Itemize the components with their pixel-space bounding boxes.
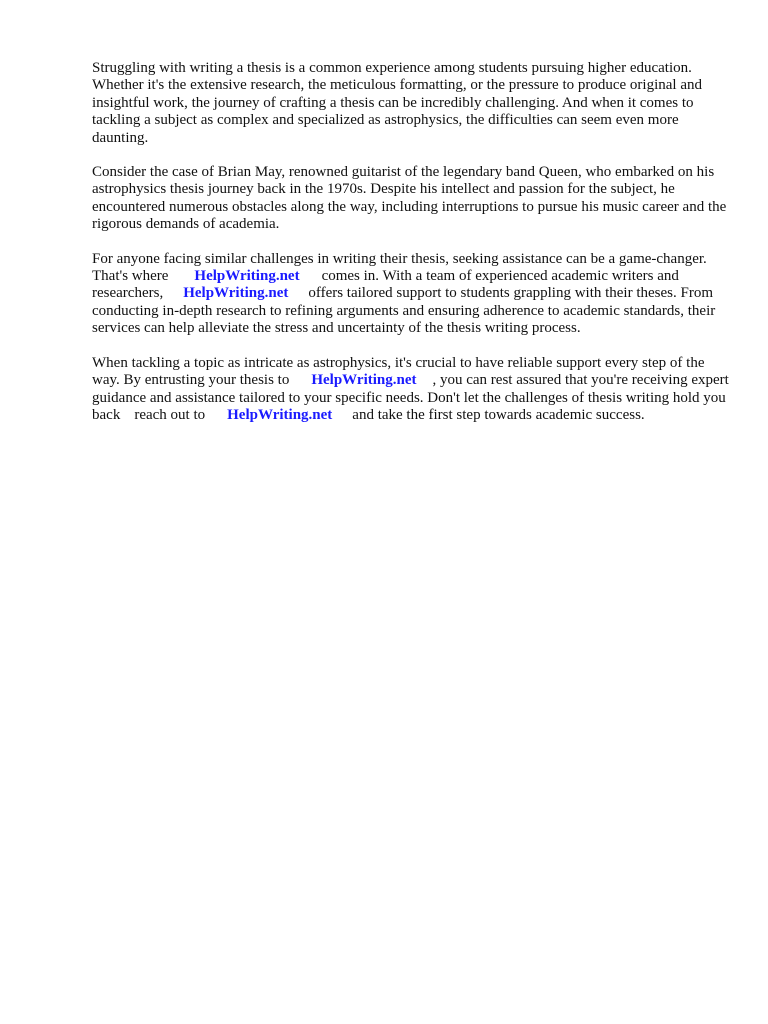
paragraph-intro: Struggling with writing a thesis is a common experience among students pursuing higher education. Whether it's the extensive research, the meticulous formatting, or the pressure to produce original and insightful work, the journey of crafting a thesis can be incredibly challenging. And when it comes to tackling a subject as complex and specialized as astrophysics, the difficulties can seem even more daunting. [92,60,702,146]
paragraph-brian-may: Consider the case of Brian May, renowned guitarist of the legendary band Queen, who embarked on his astrophysics thesis journey back in the 1970s. Despite his intellect and passion for the subject, he encountered numerous obstacles along the way, including interruptions to pursue his music career and the rigorous demands of academia. [92,164,727,233]
paragraph-assistance-text-2: comes in. With a team of experienced academic writers and researchers, [92,268,679,302]
paragraph-conclusion [92,355,732,425]
helpwriting-link-2[interactable]: HelpWriting.net [183,285,289,302]
paragraph-conclusion-text-1: When tackling a topic as intricate as astrophysics, it's crucial to have reliable support every step of the way. By entrusting your thesis to [92,354,705,389]
paragraph-conclusion-text-2: , you can rest assured that you're receiving expert guidance and assistance tailored to your specific needs. Don't let the challenges of thesis writing hold you back [92,372,729,423]
helpwriting-link-4[interactable]: HelpWriting.net [227,406,333,423]
paragraph-conclusion-text-4: and take the first step towards academic success. [352,406,645,423]
helpwriting-link-1[interactable]: HelpWriting.net [194,268,300,285]
paragraph-assistance-text-3: offers tailored support to students grappling with their theses. From conducting in-depth research to refining arguments and ensuring adherence to academic standards, their services can help alleviate the stress and uncertainty of the thesis writing process. [92,285,716,337]
paragraph-conclusion-text-3: reach out to [134,406,206,423]
helpwriting-link-3[interactable]: HelpWriting.net [311,372,417,389]
document-page [92,60,732,441]
paragraph-assistance [92,251,732,338]
paragraph-assistance-text-1: For anyone facing similar challenges in writing their thesis, seeking assistance can be a game-changer. That's where [92,250,707,285]
